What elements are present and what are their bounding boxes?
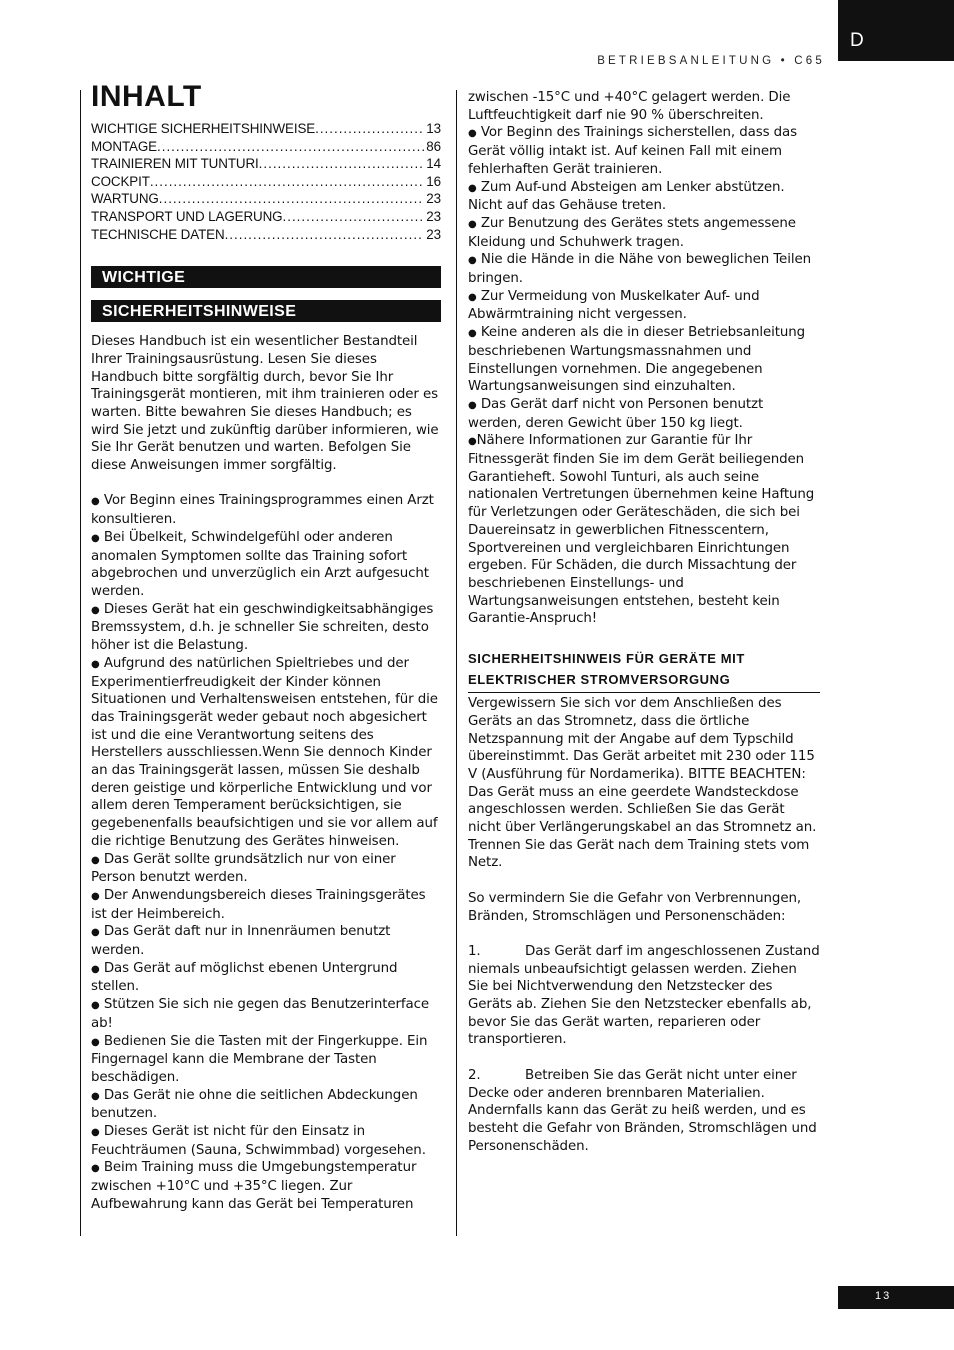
bullet-icon: ● <box>468 218 477 230</box>
section-heading-band: WICHTIGE <box>91 266 441 288</box>
toc-entry[interactable] <box>91 226 441 244</box>
toc-entry[interactable] <box>91 155 441 173</box>
electrical-paragraph: So vermindern Sie die Gefahr von Verbrennungen, Bränden, Stromschlägen und Personenschäden: <box>468 890 802 924</box>
toc-page: 13 <box>426 121 441 136</box>
electrical-paragraph: Vergewissern Sie sich vor dem Anschließen des Geräts an das Stromnetz, dass die örtliche Netzspannung mit der Angabe auf dem Typschild übereinstimmt. Das Gerät arbeitet mit 230 oder 115 V (Ausführung für Nordamerika). BITTE BEACHTEN: Das Gerät muss an eine geerdete Wandsteckdose angeschlossen werden. Schließen Sie das Gerät nicht über Verlängerungskabel an das Stromnetz an. Trennen Sie das Gerät nach dem Training stets vom Netz. <box>468 696 817 871</box>
numbered-item: 2. Betreiben Sie das Gerät nicht unter einer Decke oder anderen brennbaren Materialien. Andernfalls kann das Gerät zu heiß werden, und es besteht die Gefahr von Bränden, Stromschlägen und Personenschäden. <box>468 1067 817 1154</box>
list-item: ● Der Anwendungsbereich dieses Trainingsgerätes ist der Heimbereich. <box>91 887 426 922</box>
left-margin-rule <box>80 90 81 1236</box>
list-item: ●Nähere Informationen zur Garantie für Ihr Fitnessgerät finden Sie im dem Gerät beiliegenden Garantieheft. Sowohl Tunturi, als auch seine nationalen Vertretungen übernehmen keine Haftung für Verletzungen oder Geräteschäden, die sich bei Dauereinsatz in gewerblichen Fitnesscentern, Sportvereinen und vergleichbaren Einrichtungen ergeben. Für Schäden, die durch Missachtung der beschriebenen Einstellungs- und Wartungsanweisungen entstehen, besteht kein Garantie-Anspruch! <box>468 433 815 627</box>
bullet-icon: ● <box>91 1036 100 1048</box>
bullet-icon: ● <box>91 854 100 866</box>
safety-list <box>91 492 441 1213</box>
list-item: ● Nie die Hände in die Nähe von beweglichen Teilen bringen. <box>468 252 811 287</box>
item-number: 1. <box>468 943 481 959</box>
toc-page: 16 <box>426 173 441 189</box>
toc-label: TRANSPORT UND LAGERUNG <box>91 208 283 224</box>
bullet-icon: ● <box>468 291 477 303</box>
list-item: ● Zur Benutzung des Gerätes stets angemessene Kleidung und Schuhwerk tragen. <box>468 215 796 250</box>
column-divider <box>456 90 457 1236</box>
toc-entry[interactable] <box>91 173 441 191</box>
continuation-text: zwischen -15°C und +40°C gelagert werden. Die Luftfeuchtigkeit darf nie 90 % überschreiten. <box>468 90 791 123</box>
bullet-icon: ● <box>91 658 100 670</box>
intro-paragraph: Dieses Handbuch ist ein wesentlicher Bestandteil Ihrer Trainingsausrüstung. Lesen Sie dieses Handbuch bitte sorgfältig durch, bevor Sie Ihr Trainingsgerät montieren, mit ihm trainieren oder es warten. Bitte bewahren Sie dieses Handbuch; es wird Sie jetzt und zukünftig darüber informieren, wie Sie Ihr Gerät benutzen und warten. Befolgen Sie diese Anweisungen immer sorgfältig. <box>91 334 439 474</box>
language-tab-label: D <box>850 30 864 51</box>
bullet-icon: ● <box>91 1000 100 1012</box>
toc-page: 23 <box>426 226 441 242</box>
toc-entry[interactable] <box>91 138 441 156</box>
toc-entry[interactable] <box>91 208 441 226</box>
bullet-icon: ● <box>91 604 100 616</box>
bullet-icon: ● <box>91 890 100 902</box>
list-item: ● Das Gerät sollte grundsätzlich nur von einer Person benutzt werden. <box>91 851 396 886</box>
toc-label: MONTAGE <box>91 138 158 154</box>
list-item: ● Das Gerät nie ohne die seitlichen Abdeckungen benutzen. <box>91 1087 418 1122</box>
bullet-icon: ● <box>91 496 100 508</box>
list-item: ● Zum Auf-und Absteigen am Lenker abstützen. Nicht auf das Gehäuse treten. <box>468 179 785 214</box>
list-item: ● Beim Training muss die Umgebungstemperatur zwischen +10°C und +35°C liegen. Zur Aufbewahrung kann das Gerät bei Temperaturen <box>91 1160 417 1212</box>
toc-page: 14 <box>426 156 441 172</box>
list-item: ● Vor Beginn des Trainings sicherstellen, dass das Gerät völlig intakt ist. Auf keinen Fall mit einem fehlerhaften Gerät trainieren. <box>468 125 798 177</box>
toc-entry[interactable] <box>91 120 441 138</box>
toc-entry[interactable] <box>91 190 441 208</box>
list-item: ● Das Gerät daft nur in Innenräumen benutzt werden. <box>91 924 391 959</box>
table-of-contents <box>91 120 441 243</box>
bullet-icon: ● <box>468 436 477 448</box>
page-number-tab <box>838 1286 954 1309</box>
list-item: ● Zur Vermeidung von Muskelkater Auf- und Abwärmtraining nicht vergessen. <box>468 288 760 323</box>
bullet-icon: ● <box>468 255 477 267</box>
bullet-icon: ● <box>91 1163 100 1175</box>
list-item: ● Bei Übelkeit, Schwindelgefühl oder anderen anomalen Symptomen sollte das Training sofort abgebrochen und unverzüglich ein Arzt aufgesucht werden. <box>91 529 429 599</box>
list-item: ● Dieses Gerät ist nicht für den Einsatz in Feuchträumen (Sauna, Schwimmbad) vorgesehen. <box>91 1124 426 1158</box>
list-item: ● Bedienen Sie die Tasten mit der Fingerkuppe. Ein Fingernagel kann die Membrane der Tasten beschädigen. <box>91 1033 428 1085</box>
electrical-safety-heading: SICHERHEITSHINWEIS FÜR GERÄTE MIT ELEKTRISCHER STROMVERSORGUNG <box>468 648 820 693</box>
safety-list-continued <box>468 124 820 628</box>
bullet-icon: ● <box>468 182 477 194</box>
numbered-item: 1. Das Gerät darf im angeschlossenen Zustand niemals unbeaufsichtigt gelassen werden. Ziehen Sie bei Nichtverwendung den Netzstecker des Geräts ab. Ziehen Sie den Netzstecker ebenfalls ab, bevor Sie das Gerät warten, reparieren oder transportieren. <box>468 943 820 1048</box>
toc-label: TECHNISCHE DATEN <box>91 226 225 242</box>
section-heading-band: SICHERHEITSHINWEISE <box>91 300 441 322</box>
left-column <box>91 80 441 1214</box>
toc-label: TRAINIEREN MIT TUNTURI <box>91 156 259 172</box>
bullet-icon: ● <box>91 963 100 975</box>
list-item: ● Keine anderen als die in dieser Betriebsanleitung beschriebenen Wartungsmassnahmen und Einstellungen vornehmen. Die angegebenen Wartungsanweisungen sind einzuhalten. <box>468 325 806 395</box>
page-number: 13 <box>875 1290 892 1302</box>
list-item: ● Aufgrund des natürlichen Spieltriebes und der Experimentierfreudigkeit der Kinder können Situationen und Verhaltensweisen entstehen, für die das Trainingsgerät weder gebaut noch abgesichert ist und die eine Verantwortung seitens des Herstellers ausschliessen.Wenn Sie dennoch Kinder an das Trainingsgerät lassen, müssen Sie deshalb deren geistige und körperliche Entwicklung und vor allem deren Temperament berücksichtigen, sie gegebenenfalls beaufsichtigen und sie vor allem auf die richtige Benutzung des Gerätes hinweisen. <box>91 655 438 849</box>
toc-label: COCKPIT <box>91 173 150 189</box>
language-tab <box>838 0 954 61</box>
bullet-icon: ● <box>468 399 477 411</box>
bullet-icon: ● <box>468 328 477 340</box>
bullet-icon: ● <box>468 128 477 140</box>
right-column <box>468 89 820 1155</box>
toc-page: 23 <box>426 208 441 224</box>
toc-page: 86 <box>426 138 441 154</box>
list-item: ● Das Gerät darf nicht von Personen benutzt werden, deren Gewicht über 150 kg liegt. <box>468 396 764 431</box>
toc-label: WICHTIGE SICHERHEITSHINWEISE <box>91 121 316 136</box>
running-header: BETRIEBSANLEITUNG • C65 <box>597 55 825 67</box>
bullet-icon: ● <box>91 532 100 544</box>
list-item: ● Stützen Sie sich nie gegen das Benutzerinterface ab! <box>91 997 430 1031</box>
item-number: 2. <box>468 1067 481 1083</box>
bullet-icon: ● <box>91 927 100 939</box>
toc-page: 23 <box>426 191 441 207</box>
contents-title: INHALT <box>91 80 202 113</box>
bullet-icon: ● <box>91 1127 100 1139</box>
list-item: ● Dieses Gerät hat ein geschwindigkeitsabhängiges Bremssystem, d.h. je schneller Sie schreiten, desto höher ist die Belastung. <box>91 601 434 654</box>
list-item: ● Vor Beginn eines Trainingsprogrammes einen Arzt konsultieren. <box>91 493 434 528</box>
bullet-icon: ● <box>91 1090 100 1102</box>
list-item: ● Das Gerät auf möglichst ebenen Untergrund stellen. <box>91 960 398 995</box>
toc-label: WARTUNG <box>91 191 159 207</box>
